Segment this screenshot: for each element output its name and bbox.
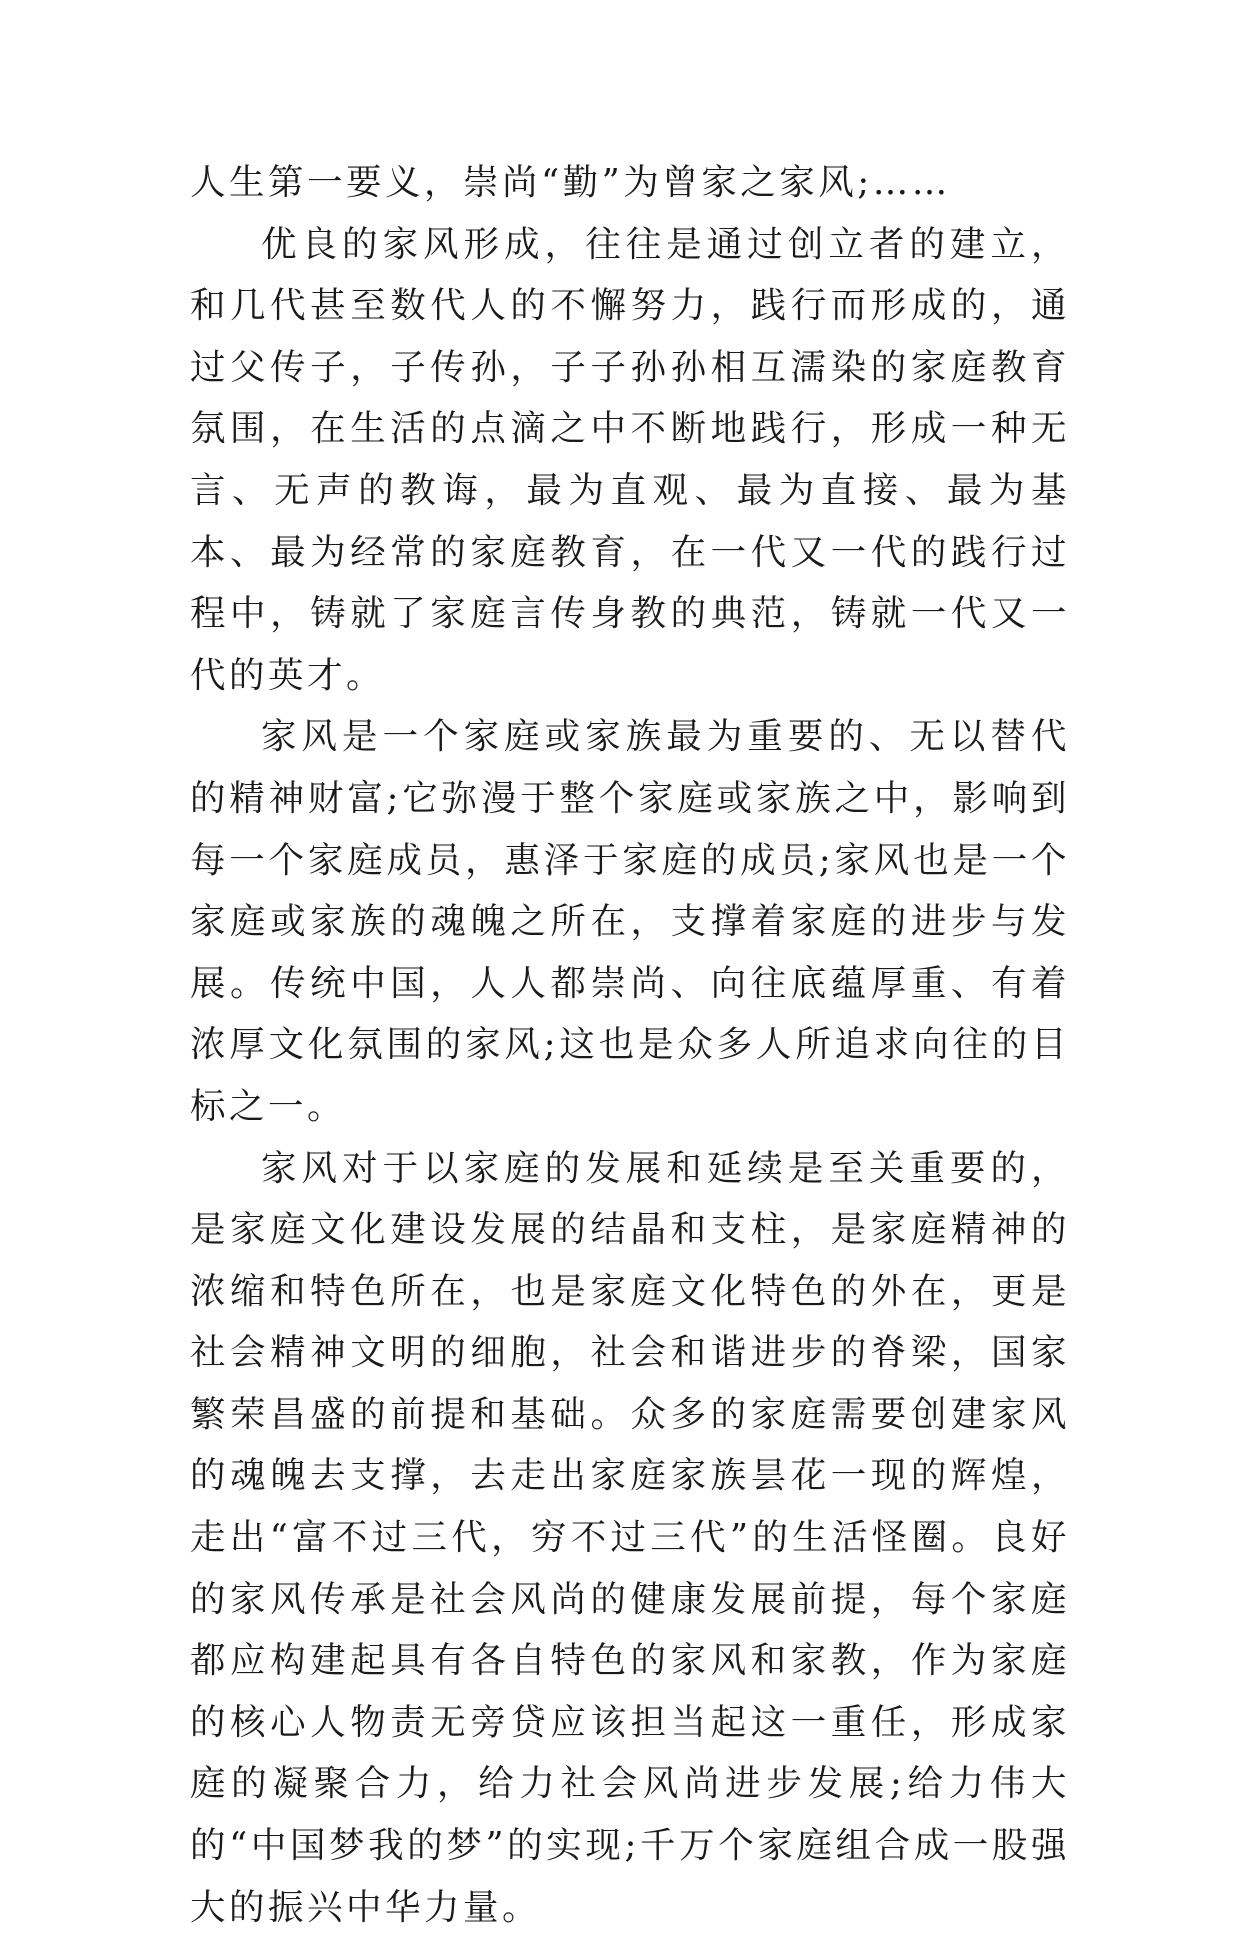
paragraph-continuation: 人生第一要义，崇尚“勤”为曾家之家风;…… <box>190 152 1070 214</box>
document-body <box>190 152 1070 1938</box>
paragraph-family-tradition-formation: 优良的家风形成，往往是通过创立者的建立，和几代甚至数代人的不懈努力，践行而形成的，通过父传子，子传孙，子子孙孙相互濡染的家庭教育氛围，在生活的点滴之中不断地践行，形成一种无言、无声的教诲，最为直观、最为直接、最为基本、最为经常的家庭教育，在一代又一代的践行过程中，铸就了家庭言传身教的典范，铸就一代又一代的英才。 <box>190 214 1070 707</box>
paragraph-family-tradition-importance: 家风对于以家庭的发展和延续是至关重要的，是家庭文化建设发展的结晶和支柱，是家庭精神的浓缩和特色所在，也是家庭文化特色的外在，更是社会精神文明的细胞，社会和谐进步的脊梁，国家繁荣昌盛的前提和基础。众多的家庭需要创建家风的魂魄去支撑，去走出家庭家族昙花一现的辉煌，走出“富不过三代，穷不过三代”的生活怪圈。良好的家风传承是社会风尚的健康发展前提，每个家庭都应构建起具有各自特色的家风和家教，作为家庭的核心人物责无旁贷应该担当起这一重任，形成家庭的凝聚合力，给力社会风尚进步发展;给力伟大的“中国梦我的梦”的实现;千万个家庭组合成一股强大的振兴中华力量。 <box>190 1138 1070 1938</box>
paragraph-family-tradition-wealth: 家风是一个家庭或家族最为重要的、无以替代的精神财富;它弥漫于整个家庭或家族之中，影响到每一个家庭成员，惠泽于家庭的成员;家风也是一个家庭或家族的魂魄之所在，支撑着家庭的进步与发展。传统中国，人人都崇尚、向往底蕴厚重、有着浓厚文化氛围的家风;这也是众多人所追求向往的目标之一。 <box>190 706 1070 1137</box>
